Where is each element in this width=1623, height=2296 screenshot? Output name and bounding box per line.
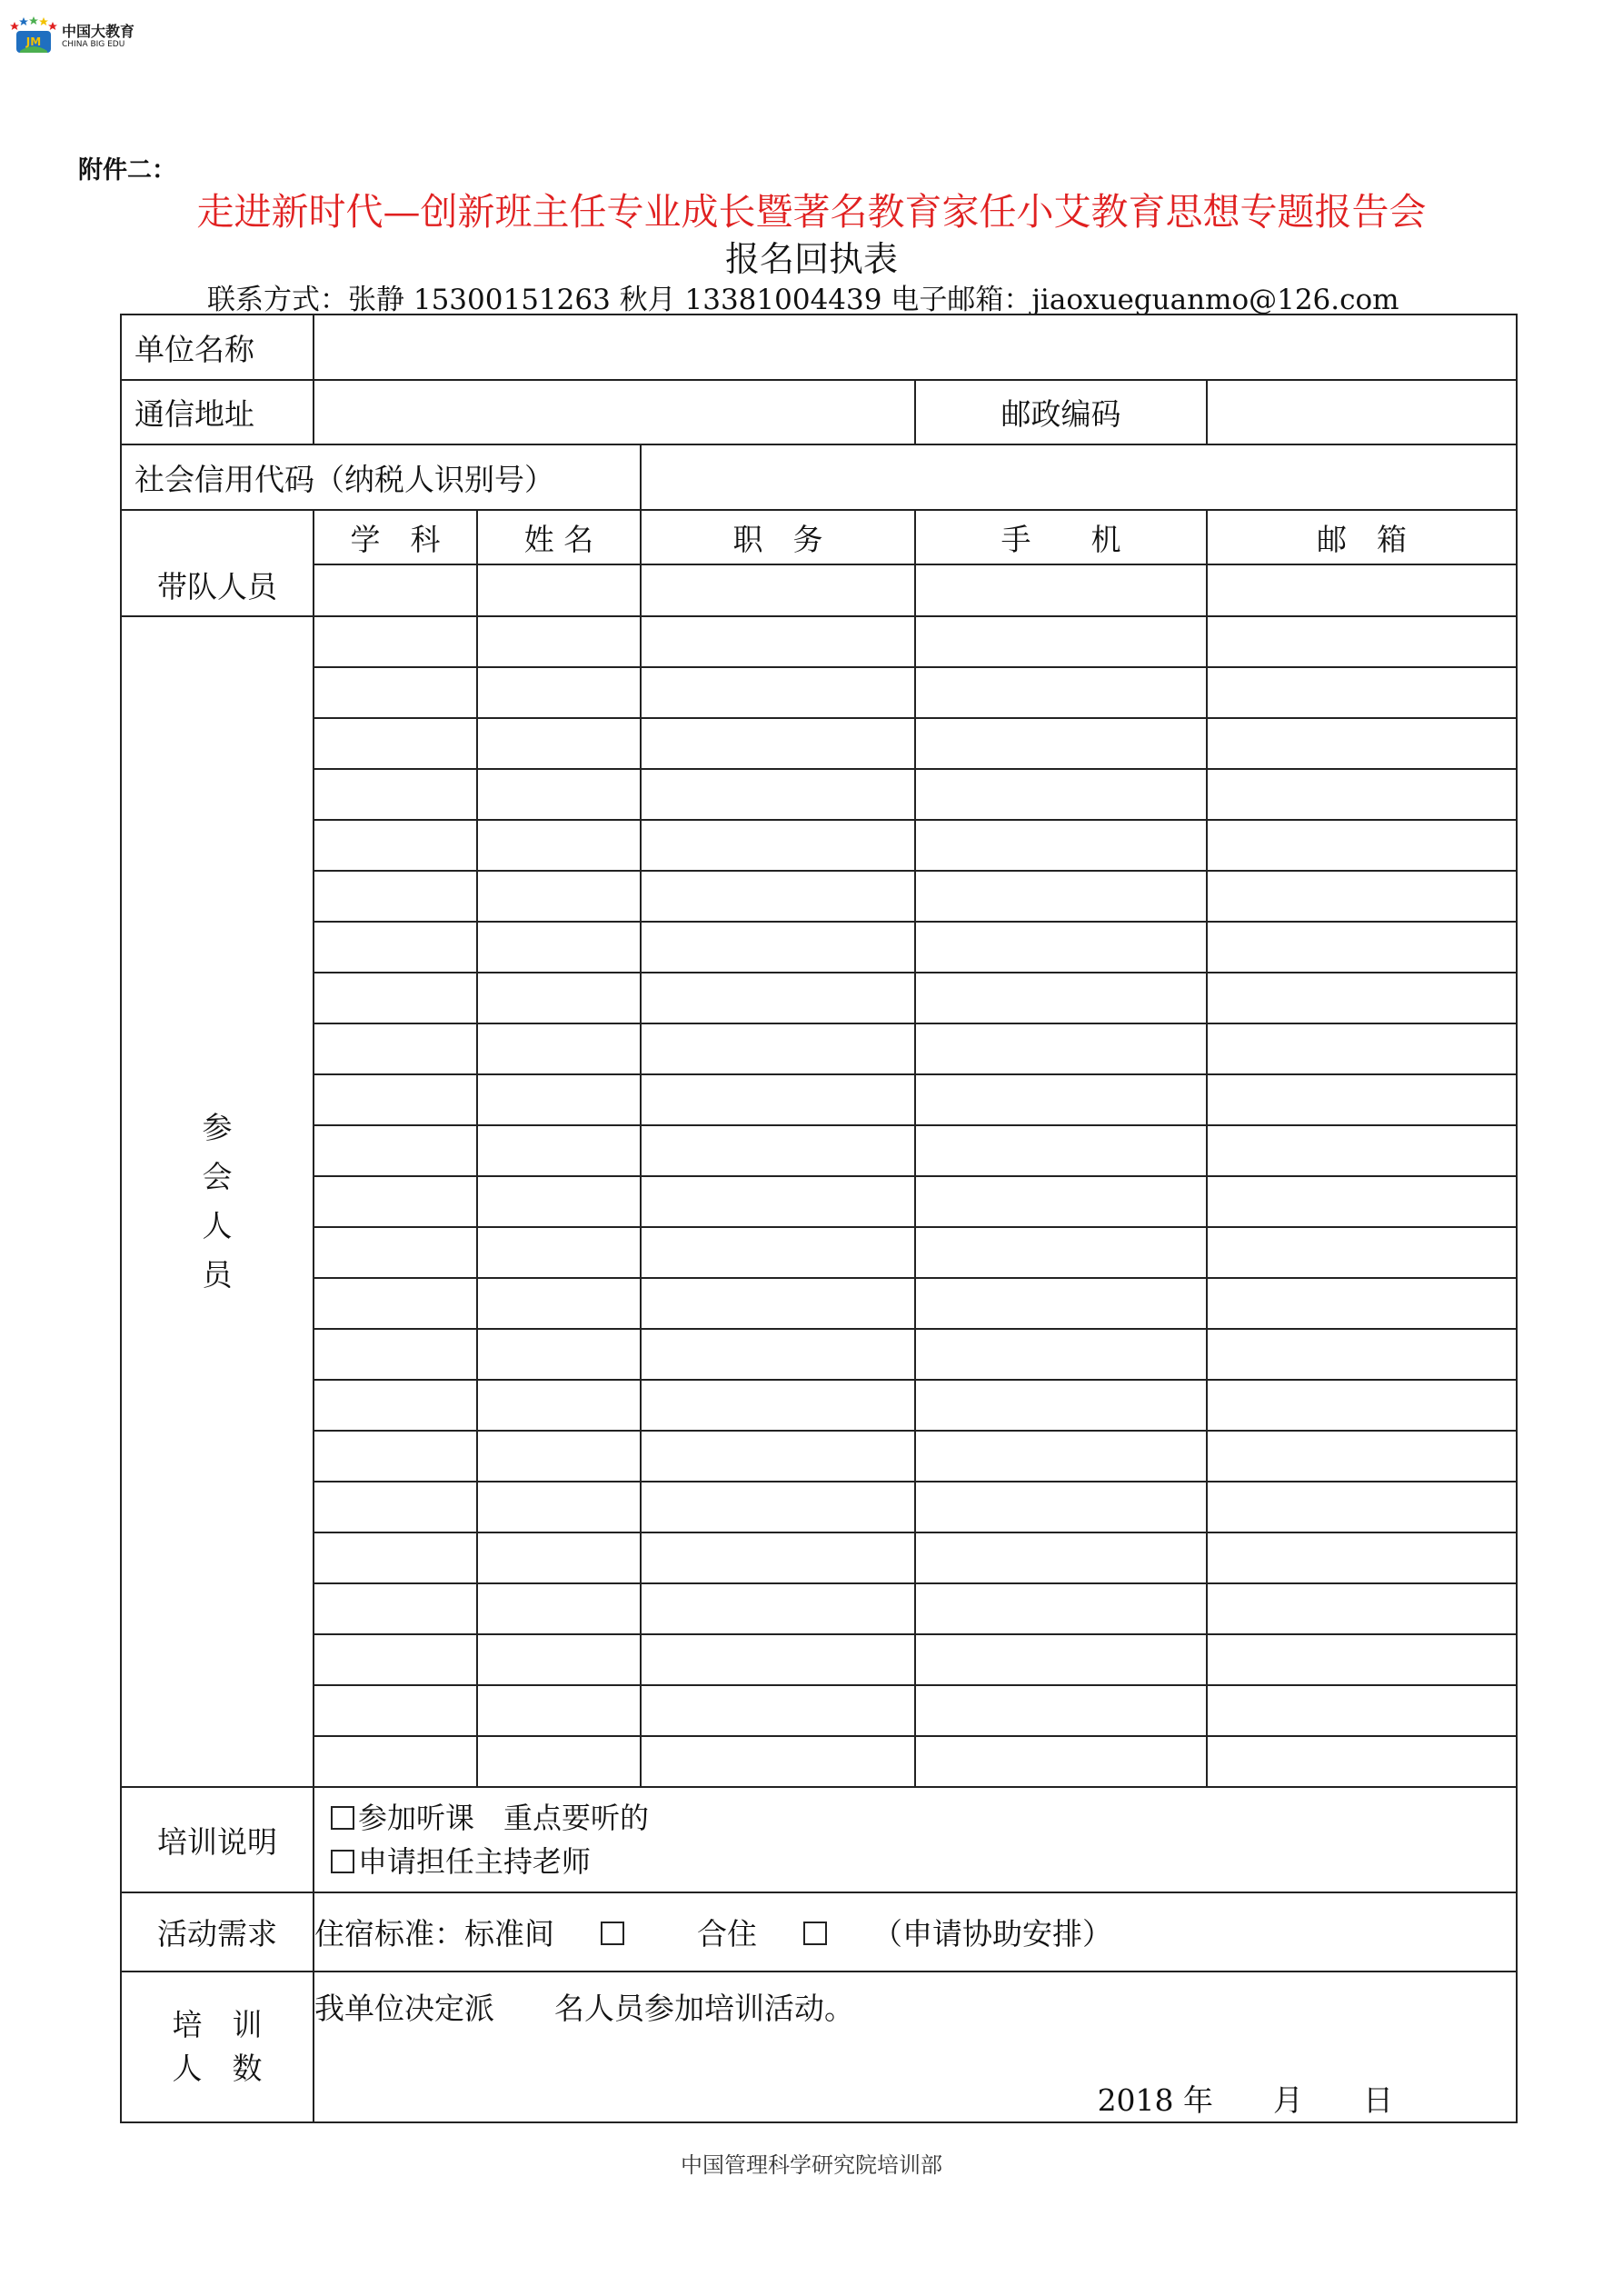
attendee-cell[interactable] [641,1634,915,1685]
attendee-cell[interactable] [915,1482,1207,1532]
attendee-row [121,718,1517,769]
unit-name-field[interactable] [314,314,1517,380]
training-count-label [121,1972,314,2122]
attendee-cell[interactable] [477,1685,641,1736]
attendee-cell[interactable] [477,1227,641,1278]
option-attend-label: 参加听课 重点要听的 [358,1801,650,1835]
attendee-cell[interactable] [314,1278,477,1329]
col-header-phone: 手 机 [915,510,1207,564]
attendee-row [121,1074,1517,1125]
attendee-row [121,1380,1517,1431]
attendee-cell[interactable] [314,1125,477,1176]
attendee-label [121,616,314,1787]
attendee-row [121,1329,1517,1380]
attendee-row [121,1125,1517,1176]
attendee-row [121,1736,1517,1787]
attendee-cell[interactable] [1207,1634,1517,1685]
issuer-footer: 中国管理科学研究院培训部 [681,2152,942,2178]
leader-row [121,564,1517,616]
unit-name-label: 单位名称 [121,314,314,380]
attendee-row [121,820,1517,871]
attendee-cell[interactable] [1207,718,1517,769]
attendee-cell[interactable] [915,1532,1207,1583]
event-title: 走进新时代—创新班主任专业成长暨著名教育家任小艾教育思想专题报告会 [196,190,1427,234]
attendee-cell[interactable] [1207,616,1517,667]
attendee-cell[interactable] [641,718,915,769]
china-big-edu-emblem-icon [9,16,58,55]
attendee-cell[interactable] [477,1482,641,1532]
attendee-cell[interactable] [314,820,477,871]
attendee-cell[interactable] [314,616,477,667]
attendee-cell[interactable] [915,1431,1207,1482]
attendee-cell[interactable] [477,1583,641,1634]
attendee-cell[interactable] [1207,973,1517,1023]
attendee-cell[interactable] [1207,1278,1517,1329]
leader-phone-cell[interactable] [915,564,1207,616]
attendee-cell[interactable] [477,1736,641,1787]
attendee-cell[interactable] [1207,1227,1517,1278]
col-header-position: 职 务 [641,510,915,564]
attendee-cell[interactable] [641,922,915,973]
attendee-cell[interactable] [1207,1329,1517,1380]
logo [9,16,145,55]
training-options [314,1787,1517,1892]
attendee-row [121,1634,1517,1685]
attendee-cell[interactable] [477,922,641,973]
postcode-field[interactable] [1207,380,1517,444]
registration-form [120,314,1518,2123]
attendee-cell[interactable] [314,1023,477,1074]
leader-label: 带队人员 [121,510,314,616]
leader-subject-cell[interactable] [314,564,477,616]
attendee-cell[interactable] [641,1685,915,1736]
attendee-cell[interactable] [915,1380,1207,1431]
attendee-cell[interactable] [314,1583,477,1634]
attendee-cell[interactable] [314,718,477,769]
attendee-cell[interactable] [477,1125,641,1176]
count-label-line: 培 训 [172,2007,263,2042]
attendee-cell[interactable] [314,667,477,718]
decision-cell[interactable] [314,1972,1517,2122]
attendee-cell[interactable] [477,1329,641,1380]
attendee-cell[interactable] [314,769,477,820]
option-host[interactable] [314,1840,1516,1883]
attendee-cell[interactable] [641,1227,915,1278]
attendee-cell[interactable] [915,1176,1207,1227]
attendee-cell[interactable] [314,1532,477,1583]
attendee-cell[interactable] [477,1380,641,1431]
attendee-cell[interactable] [1207,1431,1517,1482]
activity-label: 活动需求 [121,1892,314,1972]
attendee-row [121,1176,1517,1227]
attendee-cell[interactable] [1207,667,1517,718]
attendee-cell[interactable] [314,1176,477,1227]
attendee-cell[interactable] [1207,1176,1517,1227]
postcode-label: 邮政编码 [915,380,1207,444]
attendee-cell[interactable] [314,1227,477,1278]
attendee-cell[interactable] [314,1736,477,1787]
attendee-cell[interactable] [641,1125,915,1176]
leader-name-cell[interactable] [477,564,641,616]
attendee-cell[interactable] [477,1634,641,1685]
attendee-label-char: 参 [202,1110,233,1145]
credit-code-field[interactable] [641,444,1517,510]
attendee-cell[interactable] [314,973,477,1023]
col-header-name: 姓 名 [477,510,641,564]
attendee-row [121,616,1517,667]
attendee-cell[interactable] [1207,1074,1517,1125]
attendee-cell[interactable] [641,820,915,871]
attendee-cell[interactable] [314,922,477,973]
leader-position-cell[interactable] [641,564,915,616]
attendee-cell[interactable] [477,667,641,718]
credit-code-label: 社会信用代码（纳税人识别号） [121,444,641,510]
attendee-cell[interactable] [1207,1023,1517,1074]
attendee-row [121,922,1517,973]
attendee-cell[interactable] [915,820,1207,871]
attendee-cell[interactable] [477,1278,641,1329]
checkbox[interactable] [331,1806,354,1830]
attendee-cell[interactable] [641,1532,915,1583]
attendee-row [121,1023,1517,1074]
attendee-cell[interactable] [1207,1736,1517,1787]
attendee-cell[interactable] [915,871,1207,922]
attendee-cell[interactable] [314,871,477,922]
option-host-label: 申请担任主持老师 [358,1844,592,1879]
attendee-cell[interactable] [915,1634,1207,1685]
attendee-cell[interactable] [477,769,641,820]
attendee-row [121,1482,1517,1532]
attendee-cell[interactable] [915,1583,1207,1634]
attendee-cell[interactable] [1207,1685,1517,1736]
brand-name-en: CHINA BIG EDU [62,40,125,49]
attendee-cell[interactable] [314,1074,477,1125]
attendee-row [121,871,1517,922]
attendee-cell[interactable] [915,1227,1207,1278]
attendee-cell[interactable] [314,1329,477,1380]
attendee-cell[interactable] [641,1074,915,1125]
attendee-row [121,1278,1517,1329]
attendee-row [121,1583,1517,1634]
attendee-cell[interactable] [641,1583,915,1634]
attendee-cell[interactable] [477,871,641,922]
attendee-cell[interactable] [477,1532,641,1583]
attendee-cell[interactable] [915,973,1207,1023]
attendee-cell[interactable] [641,1482,915,1532]
attendee-cell[interactable] [641,871,915,922]
attendee-cell[interactable] [915,769,1207,820]
attendee-cell[interactable] [915,1329,1207,1380]
attendee-cell[interactable] [641,1023,915,1074]
attendee-cell[interactable] [1207,1380,1517,1431]
attendee-row [121,769,1517,820]
attendee-label-char: 人 [202,1208,233,1243]
attachment-label: 附件二： [78,156,176,185]
attendee-row [121,667,1517,718]
attendee-cell[interactable] [915,667,1207,718]
attendee-cell[interactable] [641,1431,915,1482]
attendee-cell[interactable] [915,1023,1207,1074]
attendee-cell[interactable] [641,769,915,820]
date-line: 2018 年 月 日 [1097,2082,1394,2118]
attendee-cell[interactable] [314,1431,477,1482]
svg-text:JM: JM [25,35,42,48]
attendee-cell[interactable] [641,616,915,667]
attendee-row [121,1532,1517,1583]
attendee-cell[interactable] [641,1278,915,1329]
attendee-cell[interactable] [641,973,915,1023]
option-attend[interactable] [314,1796,1516,1840]
attendee-cell[interactable] [314,1685,477,1736]
attendee-cell[interactable] [915,616,1207,667]
address-field[interactable] [314,380,915,444]
attendee-row [121,1431,1517,1482]
attendee-cell[interactable] [915,922,1207,973]
training-note-label: 培训说明 [121,1787,314,1892]
attendee-cell[interactable] [1207,871,1517,922]
attendee-cell[interactable] [1207,1583,1517,1634]
attendee-cell[interactable] [915,1074,1207,1125]
attendee-cell[interactable] [641,1329,915,1380]
attendee-cell[interactable] [1207,1125,1517,1176]
leader-email-cell[interactable] [1207,564,1517,616]
attendee-cell[interactable] [641,1380,915,1431]
attendee-row [121,1227,1517,1278]
attendee-cell[interactable] [314,1482,477,1532]
attendee-cell[interactable] [477,1431,641,1482]
accommodation-note: （申请协助安排） [872,1916,1112,1952]
col-header-email: 邮 箱 [1207,510,1517,564]
contact-info: 联系方式：张静 15300151263 秋月 13381004439 电子邮箱：jiaoxueguanmo@126.com [207,284,1399,316]
attendee-cell[interactable] [477,718,641,769]
attendee-cell[interactable] [477,820,641,871]
checkbox[interactable] [331,1850,354,1873]
attendee-cell[interactable] [641,1176,915,1227]
attendee-cell[interactable] [1207,922,1517,973]
attendee-cell[interactable] [915,1685,1207,1736]
attendee-cell[interactable] [915,1125,1207,1176]
attendee-label-char: 员 [202,1257,233,1293]
attendee-cell[interactable] [314,1634,477,1685]
attendee-label-char: 会 [202,1159,233,1194]
attendee-cell[interactable] [477,973,641,1023]
attendee-cell[interactable] [477,616,641,667]
attendee-cell[interactable] [641,1736,915,1787]
shared-room-checkbox[interactable] [803,1922,827,1945]
accommodation-options [314,1892,1517,1972]
standard-room-checkbox[interactable] [601,1922,624,1945]
attendee-cell[interactable] [1207,820,1517,871]
count-label-line: 人 数 [172,2051,263,2086]
attendee-cell[interactable] [915,1736,1207,1787]
brand-name-cn: 中国大教育 [62,23,135,40]
col-header-subject: 学 科 [314,510,477,564]
address-label: 通信地址 [121,380,314,444]
attendee-cell[interactable] [915,718,1207,769]
attendee-cell[interactable] [1207,1482,1517,1532]
attendee-cell[interactable] [314,1380,477,1431]
attendee-row [121,1685,1517,1736]
accommodation-label: 住宿标准：标准间 [314,1916,554,1952]
decision-text: 我单位决定派 名人员参加培训活动。 [314,1991,854,2026]
shared-room-label: 合住 [697,1916,757,1952]
attendee-cell[interactable] [477,1074,641,1125]
attendee-cell[interactable] [915,1278,1207,1329]
attendee-cell[interactable] [477,1023,641,1074]
attendee-cell[interactable] [477,1176,641,1227]
attendee-cell[interactable] [1207,1532,1517,1583]
attendee-row [121,973,1517,1023]
attendee-cell[interactable] [641,667,915,718]
attendee-cell[interactable] [1207,769,1517,820]
form-subtitle: 报名回执表 [724,239,898,279]
